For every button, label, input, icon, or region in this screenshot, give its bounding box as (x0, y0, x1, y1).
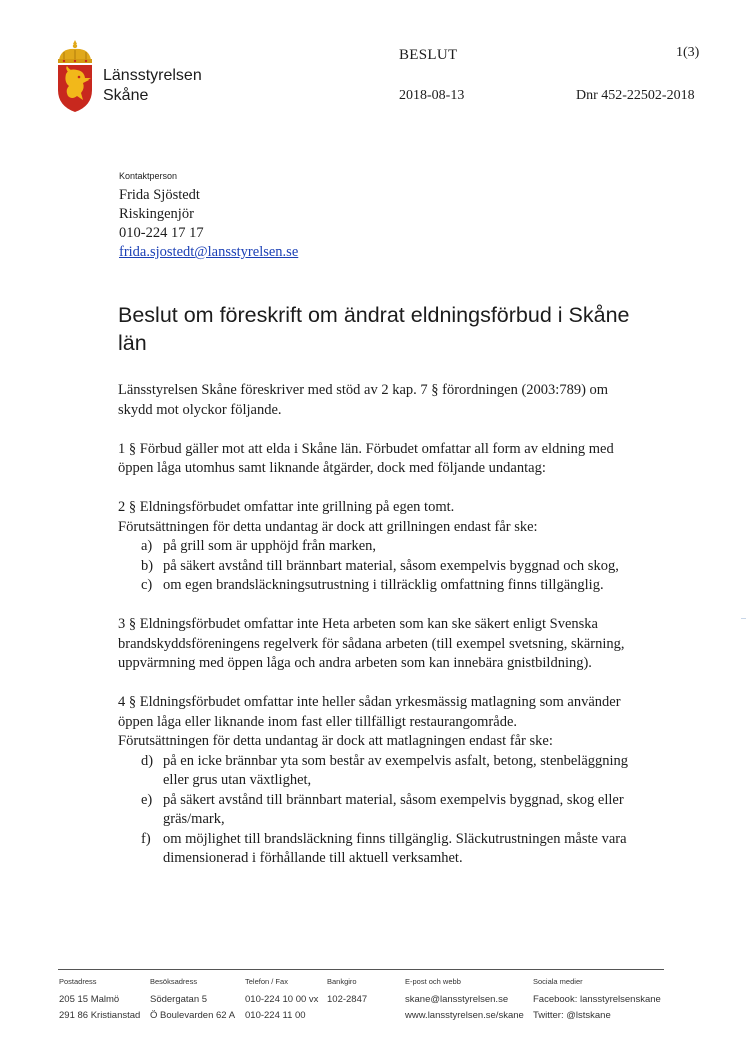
list-item-text: om möjlighet till brandsläckning finns tillgänglig. Släckutrustningen måste vara dimensionerad i förhållande till aktuell verksamhet. (163, 830, 627, 866)
list-item-text: på en icke brännbar yta som består av exempelvis asfalt, betong, stenbeläggning eller grus utan växtlighet, (163, 752, 629, 788)
footer-telefon (245, 976, 318, 1024)
footer-bankgiro (327, 976, 367, 1008)
paragraph-3: 3 § Eldningsförbudet omfattar inte Heta arbeten som kan ske säkert enligt Svenska brandskyddsföreningens regelverk för sådana arbeten (till exempel svetsning, skärning, uppvärmning med öppen låga och andra arbeten som kan innebära gnistbildning). (118, 616, 625, 671)
contact-email-link[interactable]: frida.sjostedt@lansstyrelsen.se (119, 244, 299, 260)
list-item (118, 752, 638, 791)
organisation-name (103, 66, 202, 106)
list-item-letter: d) (141, 752, 154, 769)
paragraph-2-line1: 2 § Eldningsförbudet omfattar inte grillning på egen tomt. (118, 499, 455, 515)
footer-epost (405, 976, 524, 1024)
list-item-text: om egen brandsläckningsutrustning i tillräcklig omfattning finns tillgänglig. (163, 577, 604, 593)
list-item (118, 830, 638, 869)
paragraph-1: 1 § Förbud gäller mot att elda i Skåne län. Förbudet omfattar all form av eldning med öppen låga utomhus samt liknande åtgärder, dock med följande undantag: (118, 440, 614, 476)
list-item-text: på grill som är upphöjd från marken, (163, 538, 377, 554)
footer-heading: Telefon / Fax (245, 977, 288, 986)
footer-heading: Besöksadress (150, 977, 198, 986)
coat-of-arms-logo (55, 38, 95, 114)
footer-line: 102-2847 (327, 994, 368, 1005)
page-number: 1(3) (676, 45, 700, 60)
footer-heading: Sociala medier (533, 977, 583, 986)
footer-heading: Bankgiro (327, 977, 357, 986)
document-type: BESLUT (399, 47, 458, 63)
footer-email-link[interactable]: skane@lansstyrelsen.se (405, 994, 509, 1005)
paragraph-4-line2: Förutsättningen för detta undantag är dock att matlagningen endast får ske: (118, 733, 553, 749)
footer-twitter-link[interactable]: Twitter: @lstskane (533, 1010, 611, 1021)
footer-line: 010-224 11 00 (245, 1010, 306, 1021)
footer-divider (58, 969, 664, 970)
document-date: 2018-08-13 (399, 88, 465, 103)
footer-postadress (59, 976, 140, 1024)
paragraph-4 (118, 693, 638, 869)
contact-phone: 010-224 17 17 (119, 225, 204, 241)
footer-sociala-medier (533, 976, 661, 1024)
footer-web-link[interactable]: www.lansstyrelsen.se/skane (405, 1010, 524, 1021)
contact-role: Riskingenjör (119, 206, 194, 222)
list-item-letter: e) (141, 791, 153, 808)
paragraph-4-line1: 4 § Eldningsförbudet omfattar inte heller sådan yrkesmässig matlagning som använder öppen låga eller liknande inom fast eller tillfälligt restaurangområde. (118, 694, 621, 730)
scan-artifact (741, 618, 746, 619)
document-title: Beslut om föreskrift om ändrat eldningsförbud i Skåne län (118, 303, 630, 355)
list-item-letter: b) (141, 557, 154, 574)
footer-heading: Postadress (59, 977, 97, 986)
list-item-letter: f) (141, 830, 151, 847)
footer-heading: E-post och webb (405, 977, 461, 986)
document-body (118, 381, 638, 888)
organisation-name-line2: Skåne (103, 87, 149, 104)
list-item (118, 791, 638, 830)
list-item (118, 557, 638, 577)
paragraph-2 (118, 498, 638, 596)
organisation-name-line1: Länsstyrelsen (103, 67, 202, 84)
list-item (118, 576, 638, 596)
intro-paragraph: Länsstyrelsen Skåne föreskriver med stöd av 2 kap. 7 § förordningen (2003:789) om skydd mot olyckor följande. (118, 382, 609, 418)
list-item (118, 537, 638, 557)
contact-name: Frida Sjöstedt (119, 187, 200, 203)
footer-besoksadress (150, 976, 235, 1024)
paragraph-2-line2: Förutsättningen för detta undantag är dock att grillningen endast får ske: (118, 518, 538, 535)
skane-coat-of-arms-icon (55, 38, 95, 114)
list-item-letter: c) (141, 577, 153, 593)
footer-facebook-link[interactable]: Facebook: lansstyrelsenskane (533, 994, 661, 1005)
footer-line: 291 86 Kristianstad (59, 1010, 141, 1021)
paragraph-2-list (118, 537, 638, 596)
footer-line: 205 15 Malmö (59, 994, 120, 1005)
list-item-letter: a) (141, 538, 153, 554)
contact-label: Kontaktperson (119, 171, 178, 181)
footer-line: 010-224 10 00 vx (245, 994, 319, 1005)
paragraph-4-list (118, 752, 638, 869)
diary-number: Dnr 452-22502-2018 (576, 88, 695, 103)
footer-line: Ö Boulevarden 62 A (150, 1010, 236, 1021)
list-item-text: på säkert avstånd till brännbart material, såsom exempelvis byggnad och skog, (163, 557, 619, 574)
list-item-text: på säkert avstånd till brännbart material, såsom exempelvis byggnad, skog eller gräs/mark, (163, 791, 624, 827)
footer-line: Södergatan 5 (150, 994, 208, 1005)
contact-block (119, 170, 298, 262)
